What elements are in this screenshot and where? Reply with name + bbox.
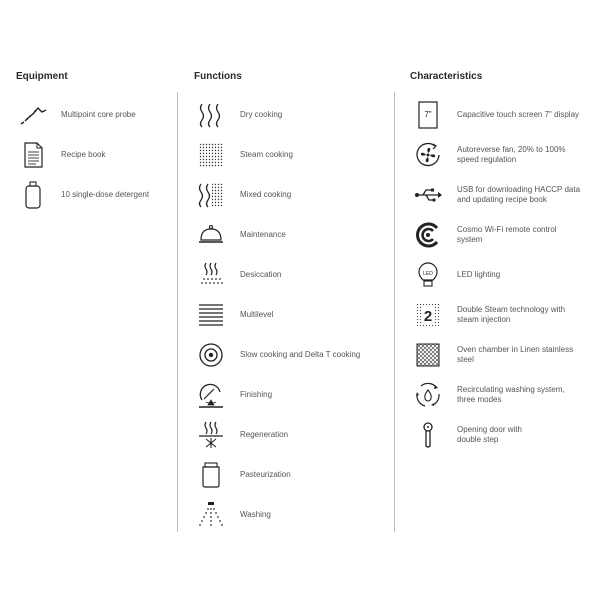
desiccation-icon <box>196 260 226 290</box>
function-item-mixed-cooking <box>196 180 291 210</box>
characteristic-label: USB for downloading HACCP data and updating recipe book <box>457 185 581 204</box>
jar-icon <box>196 460 226 490</box>
touchscreen-icon-text: 7" <box>424 110 432 119</box>
equipment-label: 10 single-dose detergent <box>61 190 150 199</box>
equipment-title: Equipment <box>16 71 68 82</box>
characteristic-label: Oven chamber in Linen stainless steel <box>457 345 574 364</box>
function-label: Maintenance <box>240 230 286 239</box>
function-item-desiccation <box>196 260 281 290</box>
linen-icon <box>413 340 443 370</box>
usb-icon <box>413 180 443 210</box>
characteristic-item-led <box>413 260 500 290</box>
characteristic-label: Opening door with double step <box>457 425 522 444</box>
characteristic-item-recirculating <box>413 380 565 410</box>
characteristic-label: Autoreverse fan, 20% to 100% speed regulation <box>457 145 566 164</box>
function-item-pasteurization <box>196 460 291 490</box>
characteristic-label: Capacitive touch screen 7" display <box>457 110 580 119</box>
equipment-item-recipe-book <box>18 140 105 170</box>
characteristic-item-door <box>413 420 522 450</box>
function-label: Multilevel <box>240 310 274 319</box>
function-item-multilevel <box>196 300 273 330</box>
target-icon <box>196 340 226 370</box>
function-item-washing <box>196 500 271 530</box>
function-label: Slow cooking and Delta T cooking <box>240 350 361 359</box>
characteristic-item-fan <box>413 140 566 170</box>
function-item-finishing <box>196 380 272 410</box>
function-label: Mixed cooking <box>240 190 292 199</box>
divider-left <box>177 92 178 532</box>
door-handle-icon <box>413 420 443 450</box>
equipment-item-probe <box>18 100 136 130</box>
cloche-icon <box>196 220 226 250</box>
heat-waves-icon <box>196 100 226 130</box>
function-label: Dry cooking <box>240 110 283 119</box>
characteristic-item-double-steam <box>413 300 565 330</box>
characteristic-label: Double Steam technology with steam injection <box>457 305 566 324</box>
characteristic-item-usb <box>413 180 580 210</box>
wifi-icon <box>413 220 443 250</box>
characteristics-title: Characteristics <box>410 71 483 82</box>
probe-icon <box>18 100 48 130</box>
touchscreen-icon <box>413 100 443 130</box>
double-steam-icon <box>413 300 443 330</box>
bottle-icon <box>18 180 48 210</box>
equipment-item-detergent <box>18 180 149 210</box>
mixed-icon <box>196 180 226 210</box>
regeneration-icon <box>196 420 226 450</box>
fan-icon <box>413 140 443 170</box>
characteristic-item-touchscreen <box>413 100 579 130</box>
function-item-steam-cooking <box>196 140 293 170</box>
divider-right <box>394 92 395 532</box>
recirculating-icon <box>413 380 443 410</box>
characteristic-item-wifi <box>413 220 557 250</box>
function-label: Finishing <box>240 390 273 399</box>
characteristic-item-linen <box>413 340 573 370</box>
function-label: Washing <box>240 510 271 519</box>
function-label: Regeneration <box>240 430 289 439</box>
functions-title: Functions <box>194 71 242 82</box>
spray-icon <box>196 500 226 530</box>
equipment-label: Multipoint core probe <box>61 110 136 119</box>
bulb-icon-text: LED <box>423 271 433 277</box>
characteristic-label: Recirculating washing system, three modes <box>457 385 565 404</box>
multilevel-icon <box>196 300 226 330</box>
equipment-label: Recipe book <box>61 150 106 159</box>
finishing-icon <box>196 380 226 410</box>
function-item-regeneration <box>196 420 288 450</box>
characteristic-label: LED lighting <box>457 270 501 279</box>
characteristic-label: Cosmo Wi-Fi remote control system <box>457 225 557 244</box>
bulb-icon <box>413 260 443 290</box>
function-label: Steam cooking <box>240 150 293 159</box>
double-steam-icon-text: 2 <box>423 308 433 325</box>
function-label: Desiccation <box>240 270 282 279</box>
document-icon <box>18 140 48 170</box>
function-item-slow-cooking <box>196 340 360 370</box>
steam-dots-icon <box>196 140 226 170</box>
function-label: Pasteurization <box>240 470 291 479</box>
function-item-maintenance <box>196 220 286 250</box>
function-item-dry-cooking <box>196 100 282 130</box>
